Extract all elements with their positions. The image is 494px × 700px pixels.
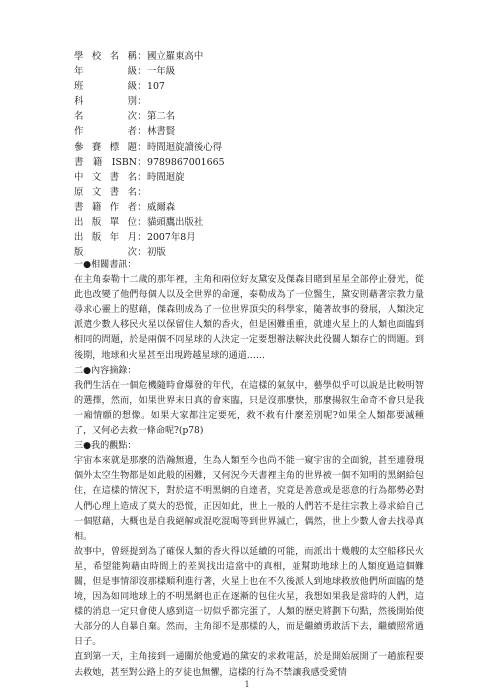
body-paragraph: 宇宙本來就是那麼的浩瀚無邊，生為人類至今也尚不能一窺宇宙的全面貌，甚至連發現個外太空生物都是如此般的困難，又何況今天書裡主角的世界被一個不知明的黑網給包住，在這樣的情況下，對於這不明黑網的自達者，究竟是善意或是惡意的行為都勢必對人們心理上造成了莫大的恐慌，正因如此，世上一般的人們若不是往宗教上尋求給自己一個慰藉，大概也是自我絕解或混吃混喝等到世界滅亡，偶然，世上少數人會去找尋真相。 bbox=[74, 456, 424, 542]
section-heading: 一●相關書訊： bbox=[74, 260, 137, 270]
section-heading: 三●我的觀點： bbox=[74, 441, 137, 452]
metadata-block bbox=[74, 49, 434, 260]
metadata-label: 版次 bbox=[74, 247, 137, 259]
metadata-label: 書籍ISBN bbox=[74, 156, 137, 168]
metadata-label: 科別 bbox=[74, 96, 137, 108]
metadata-value: 一年級 bbox=[147, 66, 176, 78]
metadata-label: 年級 bbox=[74, 66, 137, 78]
metadata-value: 國立羅東高中 bbox=[147, 51, 204, 62]
metadata-colon: ： bbox=[137, 232, 147, 244]
metadata-row bbox=[74, 170, 434, 185]
body-paragraph: 我們生活在一個危機隨時會爆發的年代，在這樣的氣氛中，藝學似乎可以說是比較明智的選擇，然而，如果世界末日真的會來臨，只是沒那麼快，那麼揚叙生命奇不會只是我一廂情願的想像。如果大家都注定要死，救不救有什麼差別呢?如果全人類都要滅種了，又何必去救一條命呢?(p78) bbox=[74, 380, 424, 437]
metadata-row bbox=[74, 79, 434, 94]
metadata-colon: ： bbox=[137, 171, 147, 183]
metadata-value: 107 bbox=[147, 81, 165, 93]
metadata-colon: ： bbox=[137, 217, 147, 229]
page-number: 1 bbox=[244, 680, 250, 689]
metadata-colon: ： bbox=[137, 66, 147, 78]
body-paragraph: 直到第一天，主角接到一通關於他愛過的黛安的求救電話，於是開始展開了一趟旅程要去救她，甚至對公路上的歹徒也無懼，這樣的行為不禁讓我感受愛情 bbox=[74, 652, 424, 678]
metadata-colon: ： bbox=[137, 51, 147, 62]
metadata-value: 貓頭鷹出版社 bbox=[147, 217, 204, 229]
metadata-value: 威爾森 bbox=[147, 201, 176, 213]
metadata-label: 學校名稱 bbox=[74, 51, 137, 62]
body-paragraph: 故事中，曾經提到為了確保人類的香火得以延續的可能，而派出十幾艘的太空船移民火星，希望能夠藉由時間上的差異找出這當中的真相，並幫助地球上的人類度過這個難關，但是事情卻沒那樣順利進行著，火星上也在不久後派人到地球救放他們所面臨的楚境，因為如同地球上的不明黑網也正在逐漸的包住火星，我想如果我是當時的人們，這樣的消息一定只會使人感到這一切似乎都完蛋了，人類的歷史將劃下句點，然後開始使大部分的人自暴自棄。然而，主角卻不是那樣的人，而是繼續勇敢活下去，繼續照常過日子。 bbox=[74, 546, 424, 648]
metadata-colon: ： bbox=[137, 141, 147, 153]
metadata-value: 2007年8月 bbox=[147, 232, 196, 244]
metadata-colon: ： bbox=[137, 247, 147, 259]
metadata-label: 出版年月 bbox=[74, 232, 137, 244]
metadata-row bbox=[74, 140, 434, 155]
metadata-row bbox=[74, 230, 434, 245]
metadata-colon: ： bbox=[137, 201, 147, 213]
metadata-label: 名次 bbox=[74, 111, 137, 123]
metadata-value: 9789867001665 bbox=[147, 156, 225, 168]
metadata-colon: ： bbox=[137, 81, 147, 93]
metadata-row bbox=[74, 215, 434, 230]
metadata-row bbox=[74, 64, 434, 79]
metadata-row bbox=[74, 94, 434, 109]
metadata-colon: ： bbox=[137, 96, 147, 108]
metadata-row bbox=[74, 109, 434, 124]
metadata-value: 時間迴旋讀後心得 bbox=[147, 141, 223, 153]
metadata-colon: ： bbox=[137, 111, 147, 123]
metadata-label: 原文書名 bbox=[74, 186, 137, 198]
metadata-value: 林書賢 bbox=[147, 126, 176, 138]
metadata-row bbox=[74, 124, 434, 139]
document-body bbox=[74, 258, 424, 681]
metadata-label: 出版單位 bbox=[74, 217, 137, 229]
section-heading: 二●內容摘錄： bbox=[74, 365, 137, 376]
metadata-value: 時間迴旋 bbox=[147, 171, 185, 183]
metadata-value: 第二名 bbox=[147, 111, 176, 123]
body-paragraph: 在主角泰勒十二歲的那年裡，主角和兩位好友黛安及傑森目睹到星星全部停止發光，從此也改變了他們每個人以及全世界的命運，泰勒成為了一位醫生，黛安則藉著宗教力量尋求心靈上的慰藉，傑森則成為了一位世界頂尖的科學家，隨著故事的發展，人類決定派遣少數人移民火星以保留住人類的香火，但是困難重重，就連火星上的人類也面臨到相同的問題，於是兩個不同星球的人決定一定要想辦法解決此役關人類存亡的問題。到後期，地球和火星甚至出現跨越星球的通道…… bbox=[74, 275, 424, 361]
metadata-colon: ： bbox=[137, 126, 147, 138]
metadata-row bbox=[74, 200, 434, 215]
metadata-row bbox=[74, 185, 434, 200]
metadata-row bbox=[74, 49, 434, 64]
metadata-label: 書籍作者 bbox=[74, 201, 137, 213]
metadata-label: 班級 bbox=[74, 81, 137, 93]
metadata-colon: ： bbox=[137, 186, 147, 198]
metadata-value: 初版 bbox=[147, 247, 166, 259]
metadata-colon: ： bbox=[137, 156, 147, 168]
metadata-row bbox=[74, 155, 434, 170]
metadata-label: 中文書名 bbox=[74, 171, 137, 183]
metadata-label: 參賽標題 bbox=[74, 141, 137, 153]
metadata-label: 作者 bbox=[74, 126, 137, 138]
